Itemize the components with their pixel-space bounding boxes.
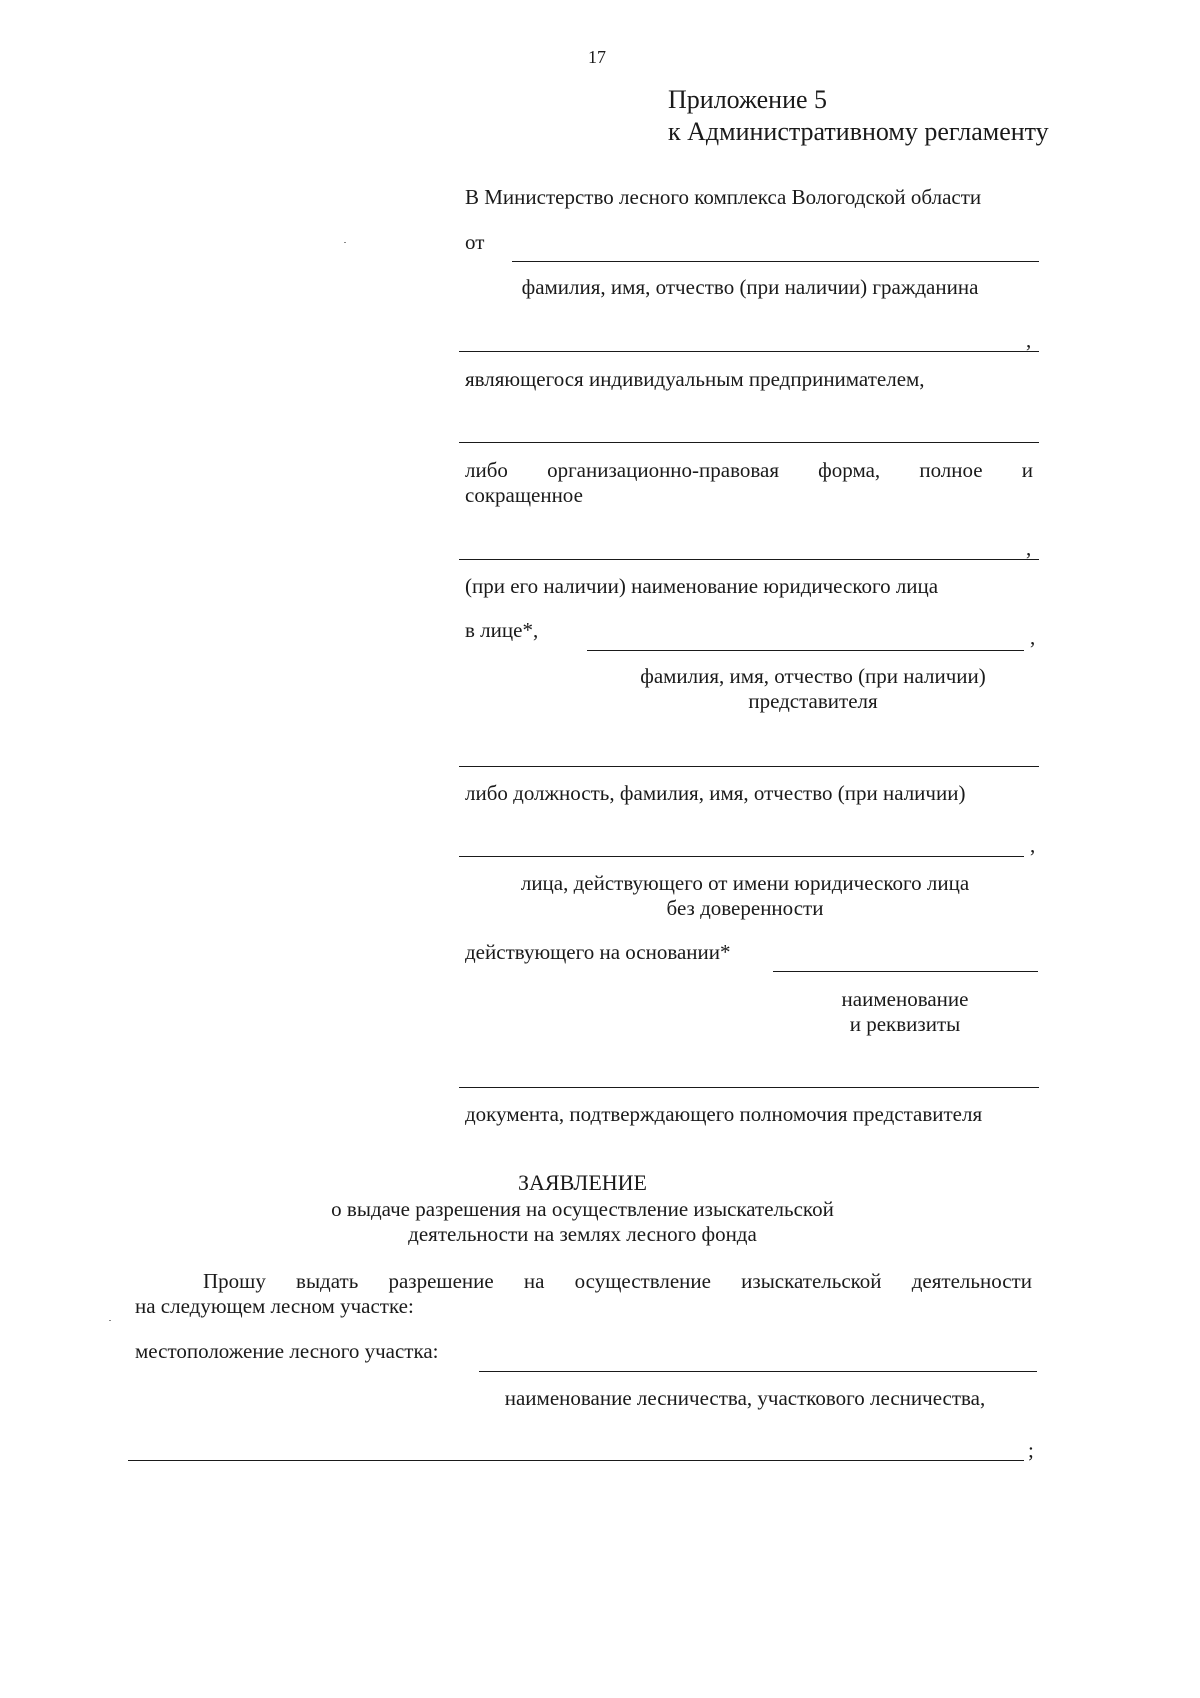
from-label: от bbox=[465, 230, 485, 254]
comma-3: , bbox=[1030, 625, 1036, 649]
location-field-2[interactable] bbox=[128, 1460, 1024, 1461]
representative-name-field[interactable] bbox=[587, 650, 1024, 651]
request-word: на bbox=[523, 1269, 545, 1293]
representative-caption-1: фамилия, имя, отчество (при наличии) bbox=[640, 664, 986, 688]
comma-4: , bbox=[1030, 833, 1036, 857]
scan-speck bbox=[109, 1320, 111, 1321]
org-word: либо bbox=[465, 458, 508, 482]
request-word: деятельности bbox=[911, 1269, 1032, 1293]
basis-document-caption: документа, подтверждающего полномочия представителя bbox=[465, 1102, 983, 1126]
org-word: полное bbox=[919, 458, 983, 482]
statement-title: ЗАЯВЛЕНИЕ bbox=[518, 1170, 647, 1195]
citizen-name-field-2[interactable] bbox=[459, 351, 1039, 352]
org-name-field[interactable] bbox=[459, 559, 1039, 560]
location-field[interactable] bbox=[479, 1371, 1037, 1372]
statement-subtitle-1: о выдаче разрешения на осуществление изыскательской bbox=[331, 1197, 834, 1221]
statement-subtitle-2: деятельности на землях лесного фонда bbox=[408, 1222, 757, 1246]
org-word: форма, bbox=[818, 458, 881, 482]
comma-2: , bbox=[1026, 536, 1032, 560]
request-line-1 bbox=[203, 1268, 1032, 1294]
basis-document-field[interactable] bbox=[459, 1087, 1039, 1088]
appendix-title: Приложение 5 bbox=[668, 85, 828, 114]
org-name-caption: (при его наличии) наименование юридического лица bbox=[465, 574, 939, 598]
entrepreneur-caption: являющегося индивидуальным предпринимателем, bbox=[465, 367, 925, 391]
page-number: 17 bbox=[588, 47, 606, 67]
request-word: Прошу bbox=[203, 1269, 266, 1293]
basis-caption-1: наименование bbox=[841, 987, 969, 1011]
basis-label: действующего на основании* bbox=[465, 940, 731, 964]
representative-caption-2: представителя bbox=[748, 689, 878, 713]
scan-speck bbox=[344, 242, 346, 243]
appendix-subtitle: к Административному регламенту bbox=[668, 117, 1049, 146]
org-caption-line1 bbox=[465, 457, 1033, 483]
location-label: местоположение лесного участка: bbox=[135, 1339, 439, 1363]
position-field[interactable] bbox=[459, 766, 1039, 767]
position-field-2[interactable] bbox=[459, 856, 1024, 857]
citizen-name-caption: фамилия, имя, отчество (при наличии) гражданина bbox=[521, 275, 979, 299]
org-caption-line2: сокращенное bbox=[465, 483, 583, 507]
basis-field[interactable] bbox=[773, 971, 1038, 972]
request-word: осуществление bbox=[574, 1269, 711, 1293]
basis-caption-2: и реквизиты bbox=[849, 1012, 961, 1036]
in-person-label: в лице*, bbox=[465, 618, 539, 642]
request-line-2: на следующем лесном участке: bbox=[135, 1294, 414, 1318]
request-word: выдать bbox=[296, 1269, 359, 1293]
semicolon: ; bbox=[1028, 1438, 1034, 1462]
addressee-ministry: В Министерство лесного комплекса Вологодской области bbox=[465, 185, 982, 209]
org-word: организационно-правовая bbox=[547, 458, 779, 482]
acting-caption-1: лица, действующего от имени юридического лица bbox=[520, 871, 970, 895]
org-field[interactable] bbox=[459, 442, 1039, 443]
request-word: разрешение bbox=[388, 1269, 494, 1293]
comma-1: , bbox=[1026, 328, 1032, 352]
org-word: и bbox=[1021, 458, 1033, 482]
acting-caption-2: без доверенности bbox=[666, 896, 824, 920]
position-caption: либо должность, фамилия, имя, отчество (при наличии) bbox=[465, 781, 966, 805]
request-word: изыскательской bbox=[741, 1269, 882, 1293]
location-caption: наименование лесничества, участкового лесничества, bbox=[504, 1386, 986, 1410]
citizen-name-field[interactable] bbox=[512, 261, 1039, 262]
